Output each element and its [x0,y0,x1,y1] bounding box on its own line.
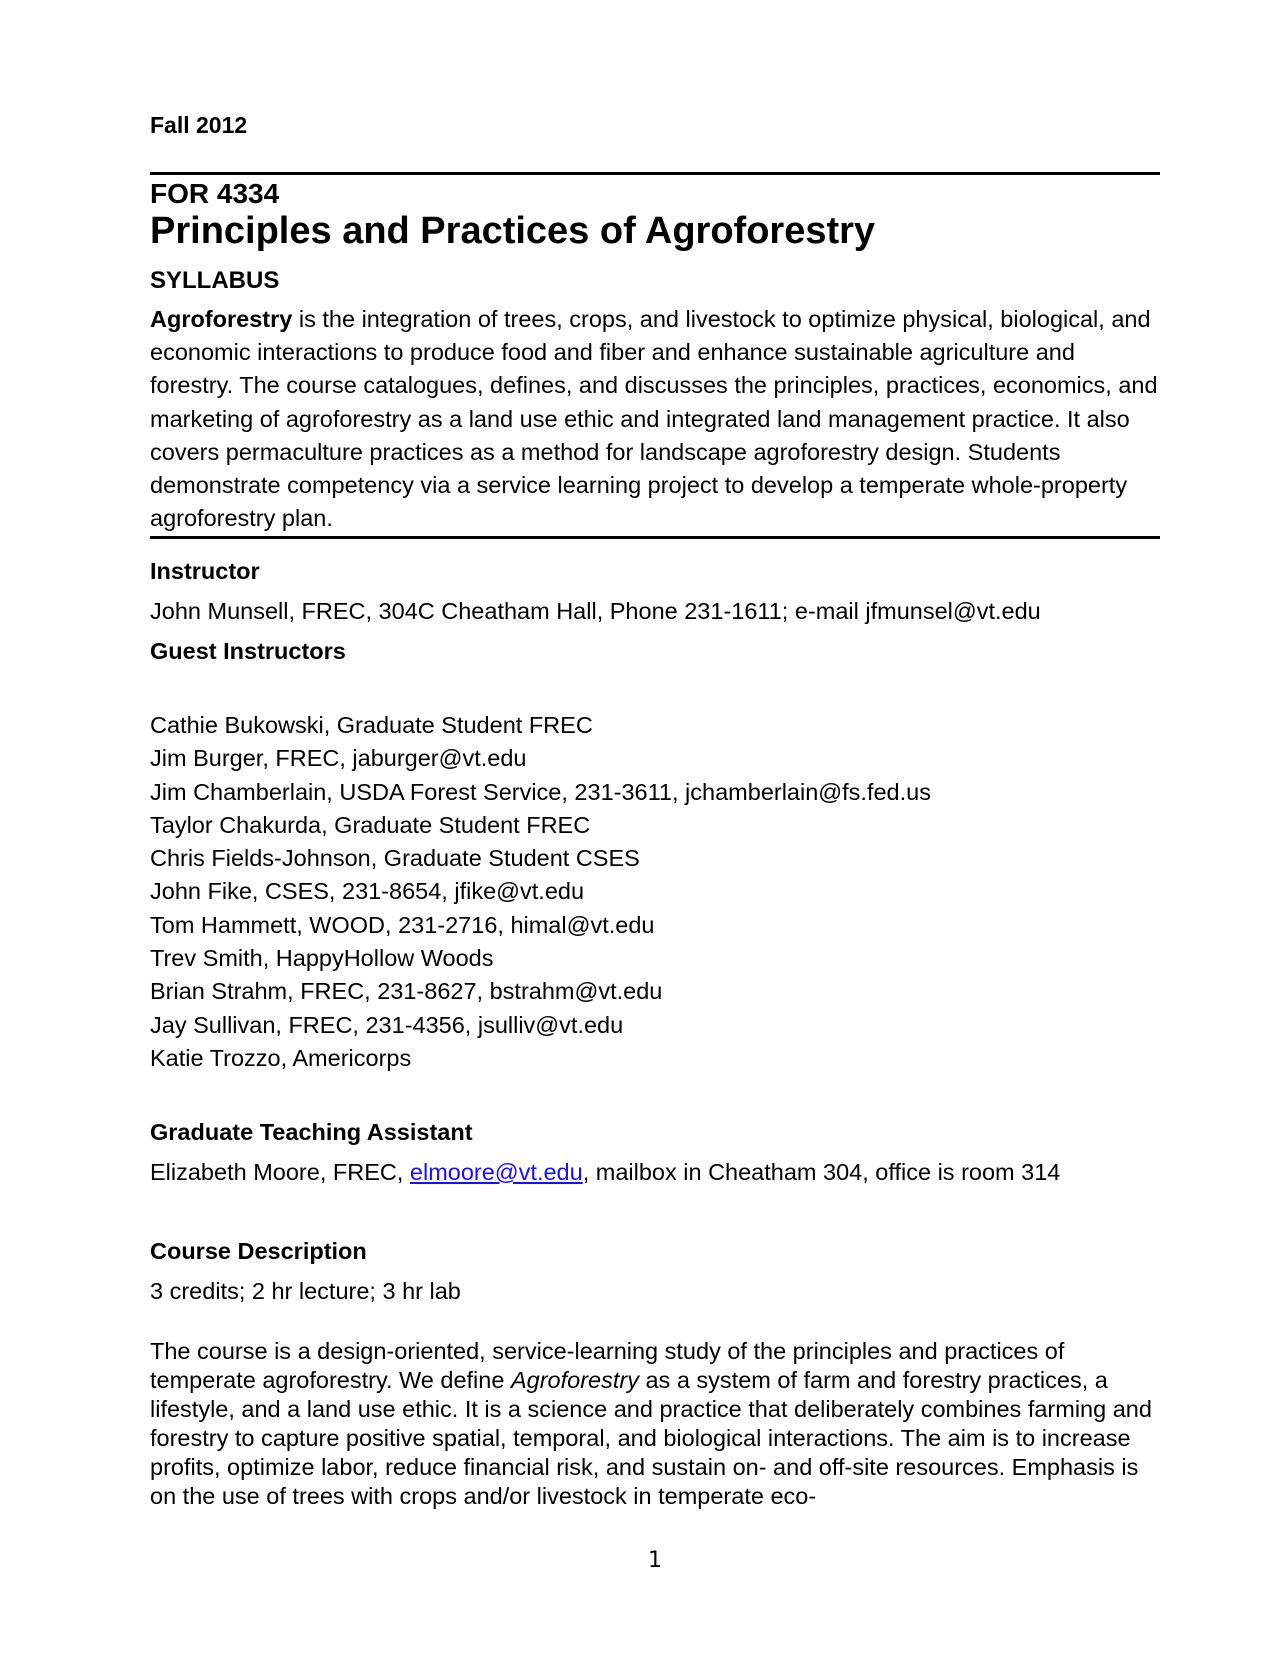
guest-instructor-item: Brian Strahm, FREC, 231-8627, bstrahm@vt.edu [150,978,663,1005]
course-code: FOR 4334 [150,178,280,209]
intro-text: is the integration of trees, crops, and livestock to optimize physical, biological, and economic interactions to produce food and fiber and enhance sustainable agriculture and forestry. The course catalogues, defines, and discusses the principles, practices, economics, and marketing of agroforestry as a land use ethic and integrated land management practice. It also covers permaculture practices as a method for landscape agroforestry design. Students demonstrate competency via a service learning project to develop a temperate whole-property agroforestry plan. [150,306,1158,532]
gta-name-prefix: Elizabeth Moore, FREC, [150,1159,410,1185]
guest-instructors-list [150,709,931,1075]
desc-text-part1: The course is a design-oriented, service-learning study of the principles and practices of temperate agroforestry. We define [150,1338,1065,1393]
desc-text-part2: as a system of farm and forestry practices, a lifestyle, and a land use ethic. It is a science and practice that deliberately combines farming and forestry to capture positive spatial, temporal, and biological interactions. The aim is to increase profits, optimize labor, reduce financial risk, and sustain on- and off-site resources. Emphasis is on the use of trees with crops and/or livestock in temperate eco- [150,1367,1152,1509]
intro-paragraph [150,303,1160,535]
intro-term-bold: Agroforestry [150,306,293,332]
guest-instructor-item: Jay Sullivan, FREC, 231-4356, jsulliv@vt.edu [150,1011,624,1038]
desc-italic-term: Agroforestry [510,1367,639,1393]
document-type-label: SYLLABUS [150,267,280,294]
gta-office-suffix: , mailbox in Cheatham 304, office is room 314 [582,1159,1061,1185]
gta-info [150,1159,1060,1186]
guest-instructor-item: Trev Smith, HappyHollow Woods [150,945,494,972]
guest-instructor-item: Tom Hammett, WOOD, 231-2716, himal@vt.edu [150,911,655,938]
instructor-info: John Munsell, FREC, 304C Cheatham Hall, Phone 231-1611; e-mail jfmunsel@vt.edu [150,598,1041,624]
course-description-heading: Course Description [150,1238,367,1264]
course-description-paragraph [150,1337,1160,1511]
guest-instructor-item: Cathie Bukowski, Graduate Student FREC [150,712,593,738]
gta-email-link[interactable]: elmoore@vt.edu [409,1159,583,1185]
guest-instructor-item: John Fike, CSES, 231-8654, jfike@vt.edu [150,878,585,905]
course-title: Principles and Practices of Agroforestry [150,210,876,252]
term-label: Fall 2012 [150,112,248,138]
guest-instructor-item: Chris Fields-Johnson, Graduate Student CSES [150,845,640,872]
gta-heading: Graduate Teaching Assistant [150,1119,473,1145]
top-rule-divider [150,172,1160,175]
guest-instructors-heading: Guest Instructors [150,638,346,664]
guest-instructor-item: Jim Burger, FREC, jaburger@vt.edu [150,745,527,772]
page-number: 1 [648,1548,662,1573]
guest-instructor-item: Katie Trozzo, Americorps [150,1044,412,1071]
instructor-heading: Instructor [150,558,260,584]
bottom-rule-divider [150,536,1160,539]
guest-instructor-item: Jim Chamberlain, USDA Forest Service, 231-3611, jchamberlain@fs.fed.us [150,778,931,805]
guest-instructor-item: Taylor Chakurda, Graduate Student FREC [150,811,591,838]
course-credits: 3 credits; 2 hr lecture; 3 hr lab [150,1278,461,1304]
